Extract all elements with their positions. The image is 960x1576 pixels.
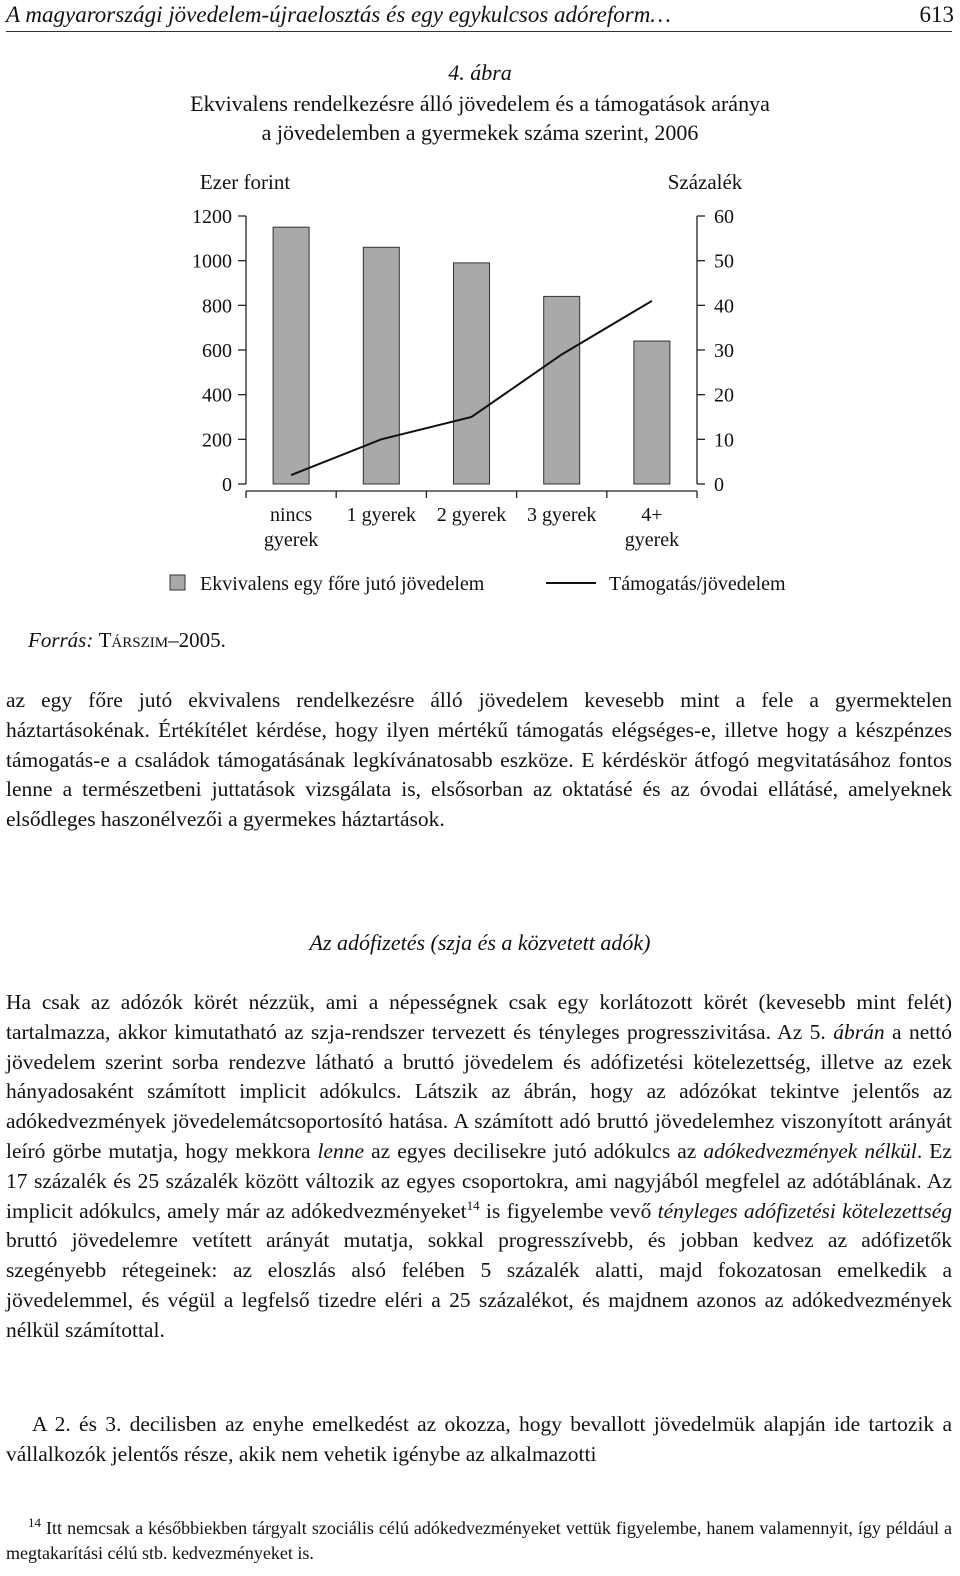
x-axis-ticks <box>246 491 697 498</box>
paragraph-1: az egy főre jutó ekvivalens rendelkezésre álló jövedelem kevesebb mint a fele a gyermektelen háztartásokénak. Értékítélet kérdése, hogy ilyen mértékű támogatás elégséges-e, illetve hogy a készpénzes támogatás-e a családok támogatásának legkívánatosabb eszköze. E kérdéskör átfogó megvitatásához fontos lenne a természetbeni juttatások vizsgálata is, elsősorban az oktatásé és az óvodai ellátásé, amelyeknek elsődleges haszonélvezői a gyermekes háztartások. <box>6 688 952 832</box>
p2-italic-1: ábrán <box>833 1019 885 1044</box>
footnote-reference: 14 <box>466 1197 480 1213</box>
income-bar <box>363 247 399 484</box>
p2-text-6: bruttó jövedelemre vetített arányát mutatja, sokkal progresszívebb, és jobban kedvez az adófizetők szegényebb rétegeinek: az eloszlás alsó felében 5 százalék alatti, majd fokozatosan emelkedik a jövedelemmel, és végül a legfelső tizedre eléri a 25 százalékot, és majdnem azonos az adókedvezmények nélkül számítottal. <box>6 1228 952 1342</box>
footnote-number: 14 <box>28 1515 41 1530</box>
section-subheading: Az adófizetés (szja és a közvetett adók) <box>309 930 651 955</box>
category-label: gyerek <box>624 529 680 551</box>
right-tick-label: 40 <box>714 295 734 318</box>
right-tick-label: 60 <box>714 206 734 228</box>
left-axis-ticks <box>192 206 246 496</box>
figure-title-line-2: a jövedelemben a gyermekek száma szerint, 2006 <box>261 120 699 145</box>
running-head <box>6 2 954 30</box>
right-tick-label: 30 <box>714 340 734 362</box>
figure-title <box>0 89 960 147</box>
header-rule <box>6 31 952 32</box>
p2-text-5: is figyelembe vevő <box>479 1198 658 1223</box>
income-support-chart <box>0 160 960 610</box>
source-label: Forrás: <box>28 628 94 652</box>
left-tick-label: 1000 <box>192 250 232 273</box>
income-bar <box>634 341 670 484</box>
left-tick-label: 400 <box>202 384 232 407</box>
right-tick-label: 10 <box>714 429 734 452</box>
p2-text-1: Ha csak az adózók körét nézzük, ami a népességnek csak egy korlátozott körét (kevesebb mint felét) tartalmazza, akkor kimutatható az szja-rendszer tervezett és tényleges progresszivitása. Az 5. <box>6 990 952 1044</box>
p2-text-2: a nettó jövedelem szerint sorba rendezve látható a bruttó jövedelem és adófizetési kötelezettség, illetve az ezek hányadosaként számított implicit adókulcs. Látszik az ábrán, hogy az adózókat tekintve jelentős az adókedvezmények jövedelemátcsoportosító hatása. A számított adó bruttó jövedelemhez viszonyított arányát leíró görbe mutatja, hogy mekkora <box>6 1019 952 1163</box>
page-number: 613 <box>919 2 954 27</box>
right-axis-label: Százalék <box>667 170 743 194</box>
right-axis-ticks <box>697 206 734 496</box>
p2-text-3: az egyes decilisekre jutó adókulcs az <box>364 1138 704 1163</box>
left-tick-label: 0 <box>222 474 232 496</box>
figure-number: 4. ábra <box>448 60 512 85</box>
category-label: 3 gyerek <box>526 504 597 526</box>
income-bar <box>544 296 580 484</box>
right-tick-label: 0 <box>714 474 724 496</box>
legend-swatch-bar <box>170 575 185 590</box>
chart-legend <box>170 573 786 595</box>
source-text: Társzim–2005. <box>98 628 226 652</box>
category-label: 2 gyerek <box>436 504 507 526</box>
category-label: nincs <box>269 504 313 526</box>
left-tick-label: 600 <box>202 340 232 362</box>
category-labels <box>264 504 679 551</box>
p2-italic-2: lenne <box>317 1138 365 1163</box>
footnote <box>6 1516 952 1566</box>
left-tick-label: 200 <box>202 429 232 452</box>
category-label: 4+ <box>641 504 663 526</box>
figure-title-line-1: Ekvivalens rendelkezésre álló jövedelem és a támogatások aránya <box>190 91 770 116</box>
category-label: gyerek <box>263 529 319 551</box>
p2-italic-4: tényleges adófizetési kötelezettség <box>657 1198 952 1223</box>
footnote-text: Itt nemcsak a későbbiekben tárgyalt szociális célú adókedvezményeket vettük figyelembe, hanem valamennyit, így például a megtakarítási célú stb. kedvezményeket is. <box>6 1518 952 1563</box>
p2-text-4: . Ez 17 százalék és 25 százalék között változik az egyes csoportokra, ami nagyjából megfelel az adótáblának. Az implicit adókulcs, amely már az adókedvezményeket <box>6 1138 952 1223</box>
running-title: A magyarországi jövedelem-újraelosztás és egy egykulcsos adóreform… <box>6 2 671 27</box>
legend-label-bar: Ekvivalens egy főre jutó jövedelem <box>200 573 485 595</box>
figure-source <box>28 628 226 653</box>
right-tick-label: 20 <box>714 384 734 407</box>
left-tick-label: 800 <box>202 295 232 318</box>
left-axis-label: Ezer forint <box>199 170 291 194</box>
legend-label-line: Támogatás/jövedelem <box>609 573 786 595</box>
category-label: 1 gyerek <box>346 504 417 526</box>
paragraph-2 <box>6 988 952 1346</box>
paragraph-3: A 2. és 3. decilisben az enyhe emelkedést az okozza, hogy bevallott jövedelmük alapján ide tartozik a vállalkozók jelentős része, akik nem vehetik igénybe az alkalmazotti <box>6 1412 952 1466</box>
right-tick-label: 50 <box>714 250 734 273</box>
income-bars <box>273 227 670 484</box>
left-tick-label: 1200 <box>192 206 232 228</box>
income-bar <box>454 263 490 484</box>
income-bar <box>273 227 309 484</box>
p2-italic-3: adókedvezmények nélkül <box>703 1138 917 1163</box>
